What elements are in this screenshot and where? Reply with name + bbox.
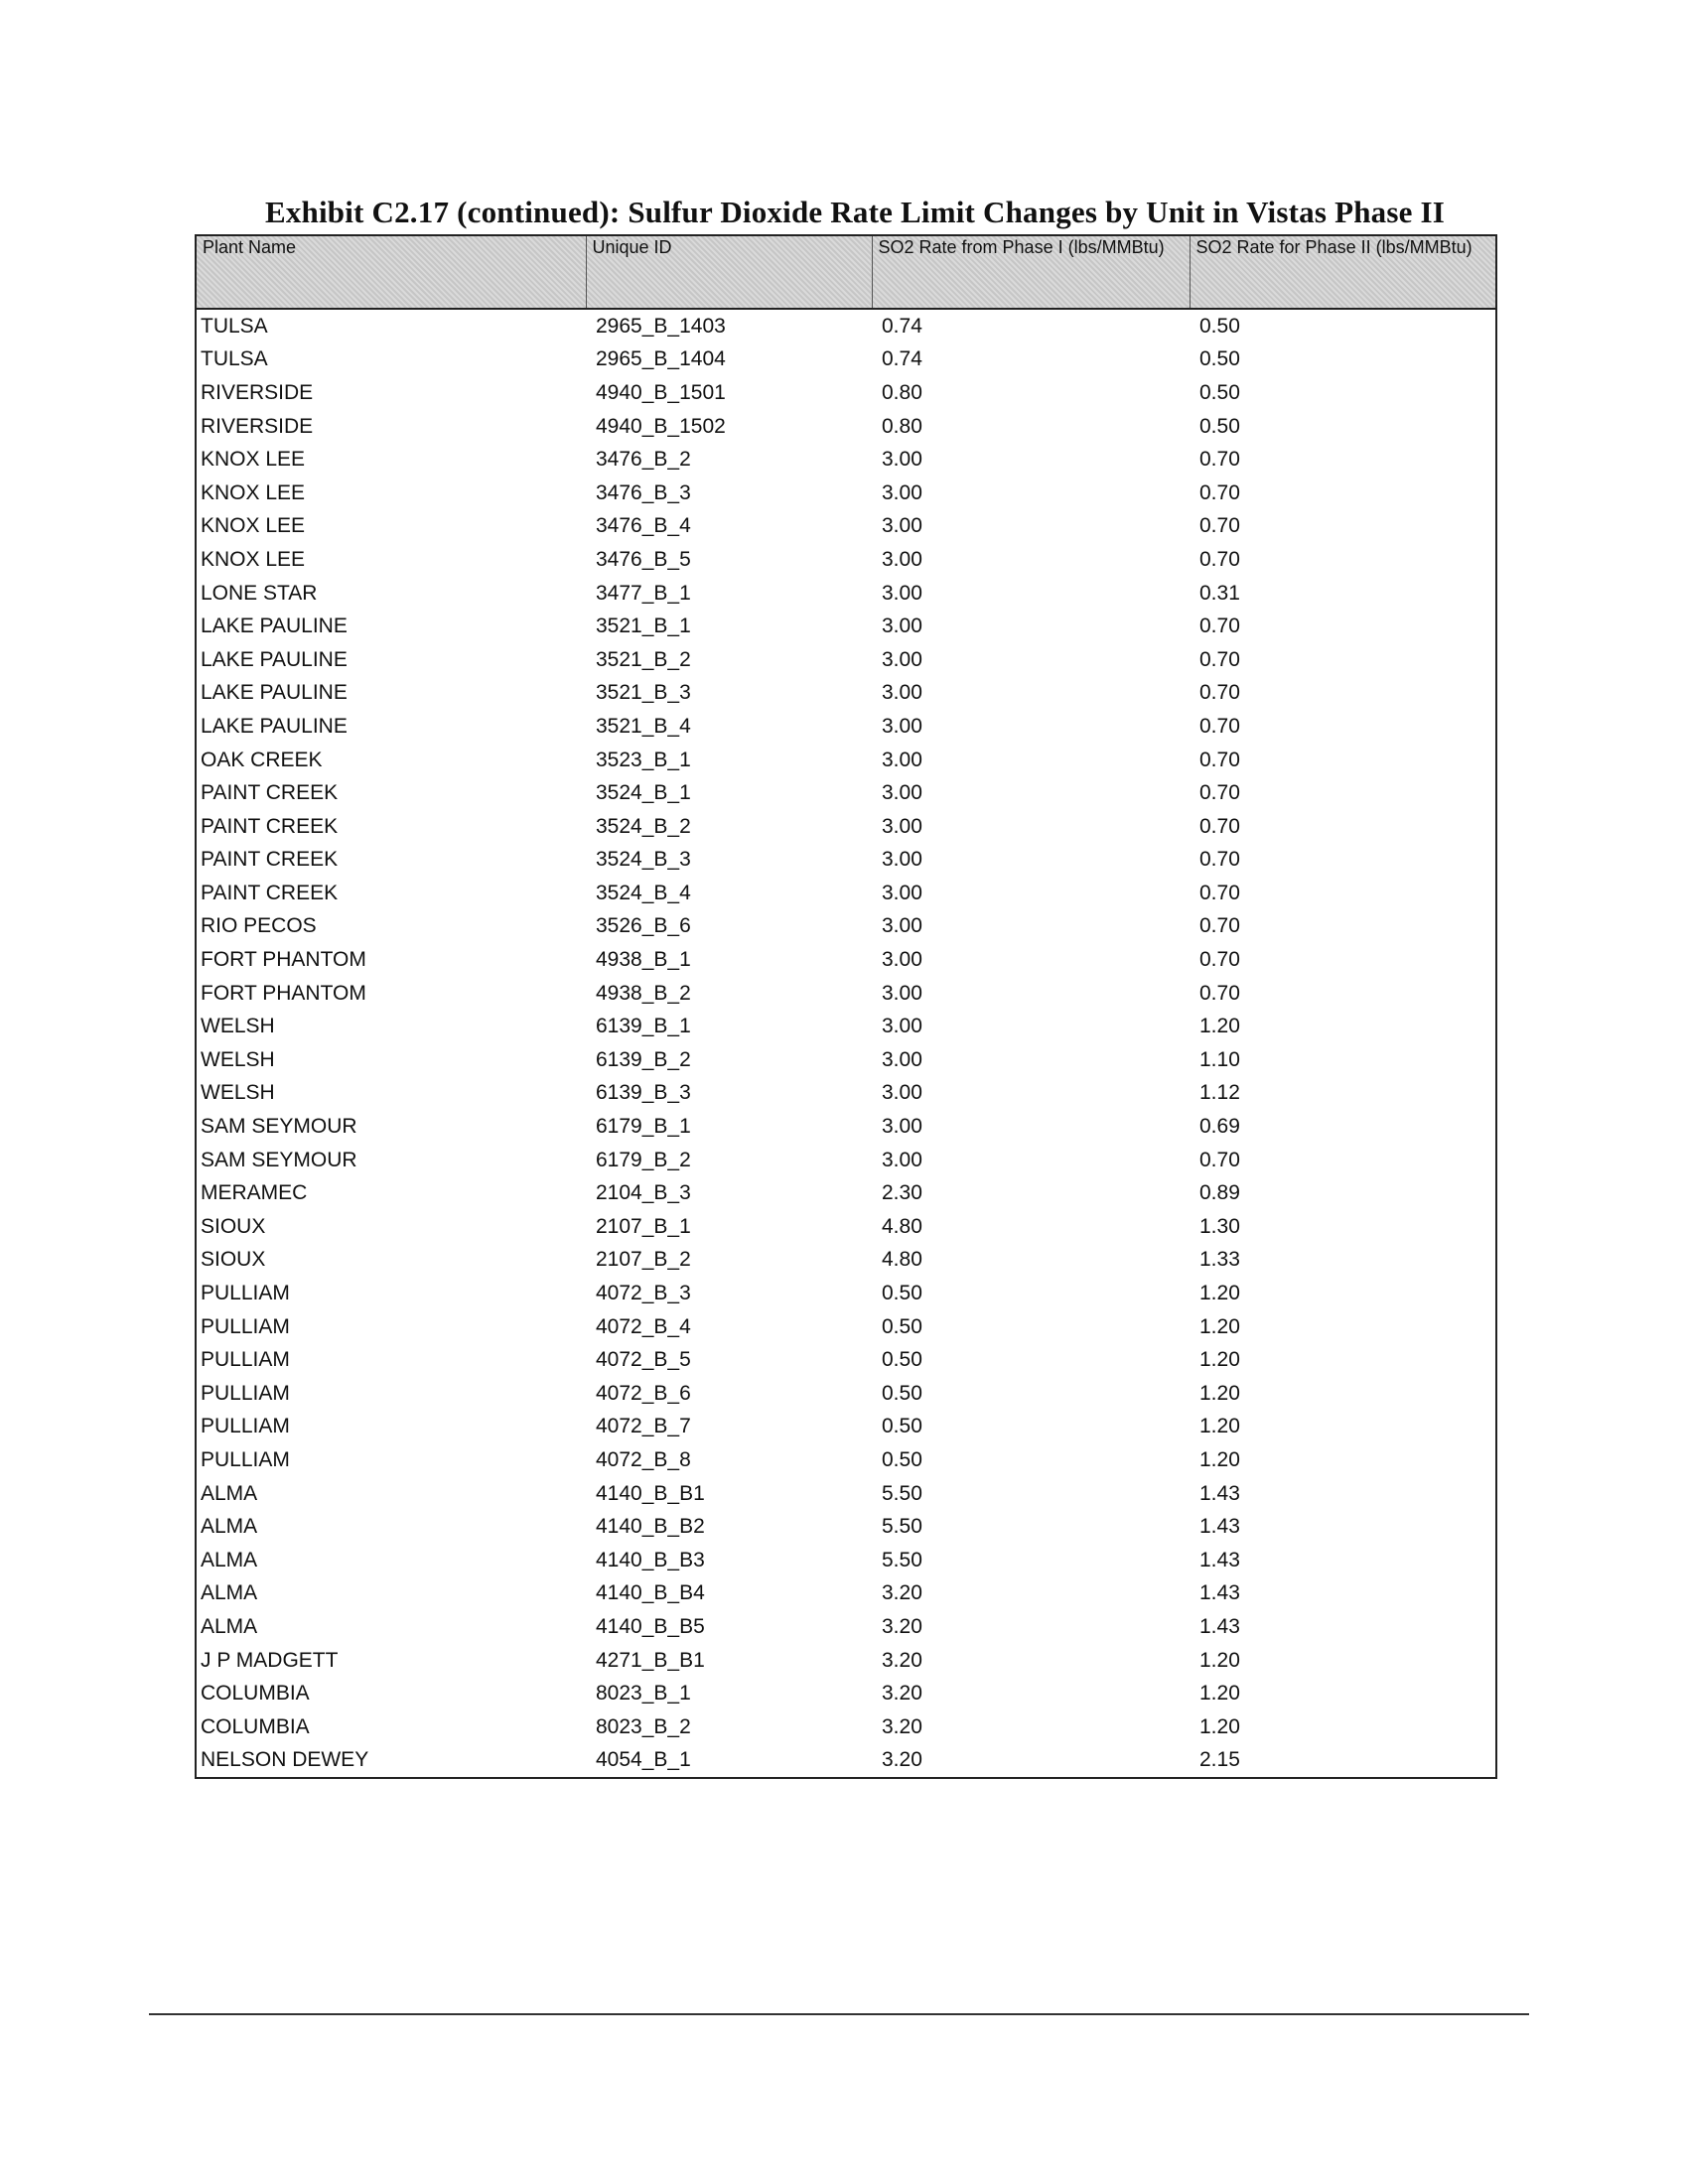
so2-rate-phase-i-cell: 3.00 — [882, 681, 922, 705]
plant-name-cell: ALMA — [201, 1581, 258, 1605]
plant-name-cell: SAM SEYMOUR — [201, 1148, 357, 1171]
plant-name-cell: PAINT CREEK — [201, 781, 339, 805]
unique-id-cell: 3524_B_4 — [596, 881, 691, 904]
unique-id-cell: 3476_B_4 — [596, 514, 691, 538]
so2-rate-phase-i-cell: 3.00 — [882, 1015, 922, 1038]
plant-name-cell: ALMA — [201, 1515, 258, 1539]
plant-name-cell: KNOX LEE — [201, 480, 306, 504]
table-row — [197, 477, 1495, 510]
so2-rate-phase-i-cell: 0.74 — [882, 314, 922, 338]
table-row — [197, 1110, 1495, 1144]
unique-id-cell: 3524_B_1 — [596, 781, 691, 805]
so2-rate-phase-i-cell: 3.00 — [882, 480, 922, 504]
so2-rate-phase-ii-cell: 0.70 — [1199, 480, 1240, 504]
so2-rate-phase-ii-cell: 1.43 — [1199, 1515, 1240, 1539]
so2-rate-phase-i-cell: 3.00 — [882, 647, 922, 671]
so2-rate-phase-ii-cell: 1.43 — [1199, 1581, 1240, 1605]
plant-name-cell: SIOUX — [201, 1214, 266, 1238]
so2-rate-phase-i-cell: 3.20 — [882, 1682, 922, 1706]
table-row — [197, 1043, 1495, 1077]
plant-name-cell: PULLIAM — [201, 1415, 290, 1438]
plant-name-cell: LAKE PAULINE — [201, 647, 348, 671]
so2-rate-phase-ii-cell: 0.70 — [1199, 514, 1240, 538]
so2-rate-phase-ii-cell: 1.20 — [1199, 1348, 1240, 1372]
table-row — [197, 776, 1495, 810]
so2-rate-phase-i-cell: 5.50 — [882, 1515, 922, 1539]
plant-name-cell: WELSH — [201, 1015, 275, 1038]
table-row — [197, 1010, 1495, 1043]
so2-rate-phase-i-cell: 0.50 — [882, 1381, 922, 1405]
table-row — [197, 1310, 1495, 1344]
so2-rate-phase-ii-cell: 1.12 — [1199, 1081, 1240, 1105]
so2-rate-phase-i-cell: 2.30 — [882, 1181, 922, 1205]
so2-rate-phase-i-cell: 3.00 — [882, 948, 922, 972]
so2-rate-phase-i-cell: 3.00 — [882, 981, 922, 1005]
plant-name-cell: OAK CREEK — [201, 748, 323, 771]
unique-id-cell: 6179_B_2 — [596, 1148, 691, 1171]
plant-name-cell: WELSH — [201, 1081, 275, 1105]
unique-id-cell: 2107_B_2 — [596, 1248, 691, 1272]
so2-rate-table — [197, 236, 1495, 1777]
unique-id-cell: 2107_B_1 — [596, 1214, 691, 1238]
so2-rate-phase-ii-cell: 1.30 — [1199, 1214, 1240, 1238]
table-row — [197, 443, 1495, 477]
so2-rate-phase-ii-cell: 1.20 — [1199, 1015, 1240, 1038]
plant-name-cell: LAKE PAULINE — [201, 614, 348, 638]
unique-id-cell: 4140_B_B4 — [596, 1581, 705, 1605]
plant-name-cell: COLUMBIA — [201, 1682, 310, 1706]
table-row — [197, 543, 1495, 577]
plant-name-cell: J P MADGETT — [201, 1648, 339, 1672]
plant-name-cell: KNOX LEE — [201, 514, 306, 538]
so2-rate-phase-ii-cell: 0.69 — [1199, 1115, 1240, 1139]
table-row — [197, 943, 1495, 977]
plant-name-cell: WELSH — [201, 1047, 275, 1071]
unique-id-cell: 4938_B_1 — [596, 948, 691, 972]
plant-name-cell: LAKE PAULINE — [201, 714, 348, 738]
table-row — [197, 677, 1495, 711]
so2-rate-phase-ii-cell: 0.70 — [1199, 614, 1240, 638]
so2-rate-phase-ii-cell: 1.20 — [1199, 1682, 1240, 1706]
plant-name-cell: FORT PHANTOM — [201, 981, 366, 1005]
unique-id-cell: 3476_B_2 — [596, 448, 691, 472]
table-row — [197, 643, 1495, 677]
plant-name-cell: ALMA — [201, 1614, 258, 1638]
plant-name-cell: KNOX LEE — [201, 547, 306, 571]
footer-rule — [149, 2013, 1529, 2015]
so2-rate-phase-i-cell: 3.00 — [882, 547, 922, 571]
table-row — [197, 1244, 1495, 1278]
so2-rate-phase-ii-cell: 0.50 — [1199, 314, 1240, 338]
so2-rate-phase-ii-cell: 0.50 — [1199, 380, 1240, 404]
so2-rate-phase-ii-cell: 1.33 — [1199, 1248, 1240, 1272]
plant-name-cell: PULLIAM — [201, 1381, 290, 1405]
so2-rate-phase-i-cell: 3.00 — [882, 881, 922, 904]
plant-name-cell: NELSON DEWEY — [201, 1748, 369, 1772]
so2-rate-phase-ii-cell: 0.70 — [1199, 714, 1240, 738]
table-row — [197, 510, 1495, 544]
unique-id-cell: 3476_B_3 — [596, 480, 691, 504]
so2-rate-phase-ii-cell: 2.15 — [1199, 1748, 1240, 1772]
so2-rate-phase-ii-cell: 1.20 — [1199, 1381, 1240, 1405]
so2-rate-phase-i-cell: 3.00 — [882, 581, 922, 605]
so2-rate-phase-i-cell: 5.50 — [882, 1548, 922, 1571]
unique-id-cell: 4072_B_8 — [596, 1447, 691, 1471]
so2-rate-phase-i-cell: 3.00 — [882, 448, 922, 472]
table-row — [197, 1210, 1495, 1244]
plant-name-cell: PAINT CREEK — [201, 814, 339, 838]
table-row — [197, 1377, 1495, 1411]
so2-rate-phase-ii-cell: 0.70 — [1199, 781, 1240, 805]
so2-rate-phase-ii-cell: 0.70 — [1199, 914, 1240, 938]
so2-rate-phase-ii-cell: 1.43 — [1199, 1548, 1240, 1571]
unique-id-cell: 4072_B_5 — [596, 1348, 691, 1372]
unique-id-cell: 4271_B_B1 — [596, 1648, 705, 1672]
so2-rate-phase-ii-cell: 0.70 — [1199, 547, 1240, 571]
so2-rate-phase-ii-cell: 1.20 — [1199, 1415, 1240, 1438]
table-row — [197, 910, 1495, 944]
table-row — [197, 1144, 1495, 1177]
unique-id-cell: 2104_B_3 — [596, 1181, 691, 1205]
plant-name-cell: PULLIAM — [201, 1348, 290, 1372]
unique-id-cell: 3521_B_1 — [596, 614, 691, 638]
table-row — [197, 410, 1495, 444]
so2-rate-phase-i-cell: 0.80 — [882, 414, 922, 438]
plant-name-cell: PULLIAM — [201, 1282, 290, 1305]
so2-rate-phase-ii-cell: 0.70 — [1199, 448, 1240, 472]
plant-name-cell: PAINT CREEK — [201, 881, 339, 904]
so2-rate-phase-i-cell: 5.50 — [882, 1481, 922, 1505]
plant-name-cell: RIVERSIDE — [201, 414, 314, 438]
table-row — [197, 1277, 1495, 1310]
plant-name-cell: SAM SEYMOUR — [201, 1115, 357, 1139]
so2-rate-phase-ii-cell: 1.20 — [1199, 1447, 1240, 1471]
so2-rate-phase-i-cell: 3.00 — [882, 748, 922, 771]
table-row — [197, 577, 1495, 611]
unique-id-cell: 4072_B_7 — [596, 1415, 691, 1438]
plant-name-cell: KNOX LEE — [201, 448, 306, 472]
header-plant-name: Plant Name — [197, 236, 586, 309]
unique-id-cell: 6139_B_1 — [596, 1015, 691, 1038]
so2-rate-phase-i-cell: 3.00 — [882, 1115, 922, 1139]
unique-id-cell: 3521_B_2 — [596, 647, 691, 671]
header-so2-rate-phase-ii: SO2 Rate for Phase II (lbs/MMBtu) — [1190, 236, 1495, 309]
unique-id-cell: 4140_B_B5 — [596, 1614, 705, 1638]
page-title: Exhibit C2.17 (continued): Sulfur Dioxide Rate Limit Changes by Unit in Vistas Phase II — [264, 195, 1446, 229]
so2-rate-phase-i-cell: 0.50 — [882, 1415, 922, 1438]
plant-name-cell: TULSA — [201, 347, 268, 371]
so2-rate-phase-i-cell: 3.00 — [882, 814, 922, 838]
so2-rate-phase-ii-cell: 0.70 — [1199, 981, 1240, 1005]
table-row — [197, 1610, 1495, 1644]
so2-rate-phase-i-cell: 4.80 — [882, 1214, 922, 1238]
table-row — [197, 1644, 1495, 1678]
plant-name-cell: PAINT CREEK — [201, 848, 339, 872]
unique-id-cell: 4940_B_1502 — [596, 414, 726, 438]
unique-id-cell: 3476_B_5 — [596, 547, 691, 571]
unique-id-cell: 3477_B_1 — [596, 581, 691, 605]
so2-rate-phase-i-cell: 3.00 — [882, 781, 922, 805]
so2-rate-phase-ii-cell: 1.20 — [1199, 1714, 1240, 1738]
so2-rate-phase-i-cell: 0.50 — [882, 1348, 922, 1372]
header-unique-id: Unique ID — [586, 236, 872, 309]
unique-id-cell: 4072_B_6 — [596, 1381, 691, 1405]
so2-rate-phase-ii-cell: 0.89 — [1199, 1181, 1240, 1205]
so2-rate-phase-ii-cell: 0.70 — [1199, 681, 1240, 705]
plant-name-cell: RIO PECOS — [201, 914, 317, 938]
plant-name-cell: LAKE PAULINE — [201, 681, 348, 705]
table-row — [197, 1710, 1495, 1744]
so2-rate-phase-ii-cell: 0.31 — [1199, 581, 1240, 605]
so2-rate-phase-i-cell: 0.50 — [882, 1314, 922, 1338]
unique-id-cell: 6139_B_2 — [596, 1047, 691, 1071]
table-row — [197, 309, 1495, 343]
so2-rate-phase-ii-cell: 0.70 — [1199, 881, 1240, 904]
unique-id-cell: 2965_B_1403 — [596, 314, 726, 338]
so2-rate-phase-i-cell: 0.50 — [882, 1447, 922, 1471]
table-row — [197, 710, 1495, 744]
table-row — [197, 610, 1495, 643]
so2-rate-phase-i-cell: 3.20 — [882, 1648, 922, 1672]
so2-rate-phase-ii-cell: 0.70 — [1199, 748, 1240, 771]
plant-name-cell: LONE STAR — [201, 581, 318, 605]
so2-rate-phase-i-cell: 3.00 — [882, 614, 922, 638]
plant-name-cell: MERAMEC — [201, 1181, 308, 1205]
plant-name-cell: RIVERSIDE — [201, 380, 314, 404]
so2-rate-phase-ii-cell: 0.70 — [1199, 948, 1240, 972]
unique-id-cell: 4140_B_B1 — [596, 1481, 705, 1505]
so2-rate-phase-i-cell: 0.50 — [882, 1282, 922, 1305]
table-row — [197, 1077, 1495, 1111]
table-row — [197, 877, 1495, 910]
so2-rate-phase-ii-cell: 1.20 — [1199, 1314, 1240, 1338]
so2-rate-phase-i-cell: 3.00 — [882, 914, 922, 938]
unique-id-cell: 4938_B_2 — [596, 981, 691, 1005]
so2-rate-phase-i-cell: 3.20 — [882, 1714, 922, 1738]
so2-rate-phase-ii-cell: 1.43 — [1199, 1481, 1240, 1505]
so2-rate-phase-i-cell: 3.20 — [882, 1614, 922, 1638]
so2-rate-phase-i-cell: 3.00 — [882, 1148, 922, 1171]
plant-name-cell: TULSA — [201, 314, 268, 338]
plant-name-cell: SIOUX — [201, 1248, 266, 1272]
plant-name-cell: PULLIAM — [201, 1314, 290, 1338]
plant-name-cell: PULLIAM — [201, 1447, 290, 1471]
table-row — [197, 1477, 1495, 1511]
so2-rate-phase-i-cell: 0.74 — [882, 347, 922, 371]
so2-rate-phase-ii-cell: 0.50 — [1199, 414, 1240, 438]
table-header — [197, 236, 1495, 309]
so2-rate-phase-i-cell: 3.20 — [882, 1581, 922, 1605]
so2-rate-phase-ii-cell: 0.70 — [1199, 647, 1240, 671]
plant-name-cell: ALMA — [201, 1548, 258, 1571]
unique-id-cell: 3523_B_1 — [596, 748, 691, 771]
unique-id-cell: 6179_B_1 — [596, 1115, 691, 1139]
header-so2-rate-phase-i: SO2 Rate from Phase I (lbs/MMBtu) — [872, 236, 1190, 309]
so2-rate-phase-ii-cell: 0.70 — [1199, 814, 1240, 838]
table-row — [197, 977, 1495, 1011]
so2-rate-phase-ii-cell: 0.70 — [1199, 1148, 1240, 1171]
table-row — [197, 1510, 1495, 1544]
so2-rate-phase-ii-cell: 1.10 — [1199, 1047, 1240, 1071]
table-row — [197, 1744, 1495, 1778]
unique-id-cell: 4054_B_1 — [596, 1748, 691, 1772]
so2-rate-phase-i-cell: 0.80 — [882, 380, 922, 404]
table-row — [197, 1577, 1495, 1611]
unique-id-cell: 3521_B_4 — [596, 714, 691, 738]
unique-id-cell: 3521_B_3 — [596, 681, 691, 705]
table-body — [197, 309, 1495, 1777]
table-row — [197, 376, 1495, 410]
unique-id-cell: 4140_B_B3 — [596, 1548, 705, 1571]
table-row — [197, 1677, 1495, 1710]
table-row — [197, 343, 1495, 377]
unique-id-cell: 3524_B_2 — [596, 814, 691, 838]
unique-id-cell: 8023_B_1 — [596, 1682, 691, 1706]
table-row — [197, 1343, 1495, 1377]
so2-rate-phase-ii-cell: 0.70 — [1199, 848, 1240, 872]
table-row — [197, 1411, 1495, 1444]
unique-id-cell: 6139_B_3 — [596, 1081, 691, 1105]
unique-id-cell: 8023_B_2 — [596, 1714, 691, 1738]
so2-rate-phase-i-cell: 3.00 — [882, 1047, 922, 1071]
unique-id-cell: 4940_B_1501 — [596, 380, 726, 404]
plant-name-cell: FORT PHANTOM — [201, 948, 366, 972]
table-row — [197, 1176, 1495, 1210]
unique-id-cell: 3526_B_6 — [596, 914, 691, 938]
plant-name-cell: COLUMBIA — [201, 1714, 310, 1738]
so2-rate-phase-i-cell: 3.20 — [882, 1748, 922, 1772]
table-row — [197, 810, 1495, 844]
so2-rate-phase-i-cell: 3.00 — [882, 1081, 922, 1105]
so2-rate-phase-i-cell: 3.00 — [882, 714, 922, 738]
so2-rate-phase-i-cell: 3.00 — [882, 848, 922, 872]
so2-rate-phase-i-cell: 3.00 — [882, 514, 922, 538]
unique-id-cell: 4140_B_B2 — [596, 1515, 705, 1539]
unique-id-cell: 4072_B_3 — [596, 1282, 691, 1305]
so2-rate-phase-ii-cell: 1.20 — [1199, 1648, 1240, 1672]
unique-id-cell: 2965_B_1404 — [596, 347, 726, 371]
so2-rate-phase-ii-cell: 0.50 — [1199, 347, 1240, 371]
so2-rate-phase-i-cell: 4.80 — [882, 1248, 922, 1272]
unique-id-cell: 4072_B_4 — [596, 1314, 691, 1338]
table-row — [197, 844, 1495, 878]
table-row — [197, 744, 1495, 777]
so2-rate-phase-ii-cell: 1.43 — [1199, 1614, 1240, 1638]
table-row — [197, 1544, 1495, 1577]
so2-rate-phase-ii-cell: 1.20 — [1199, 1282, 1240, 1305]
unique-id-cell: 3524_B_3 — [596, 848, 691, 872]
table-row — [197, 1443, 1495, 1477]
plant-name-cell: ALMA — [201, 1481, 258, 1505]
